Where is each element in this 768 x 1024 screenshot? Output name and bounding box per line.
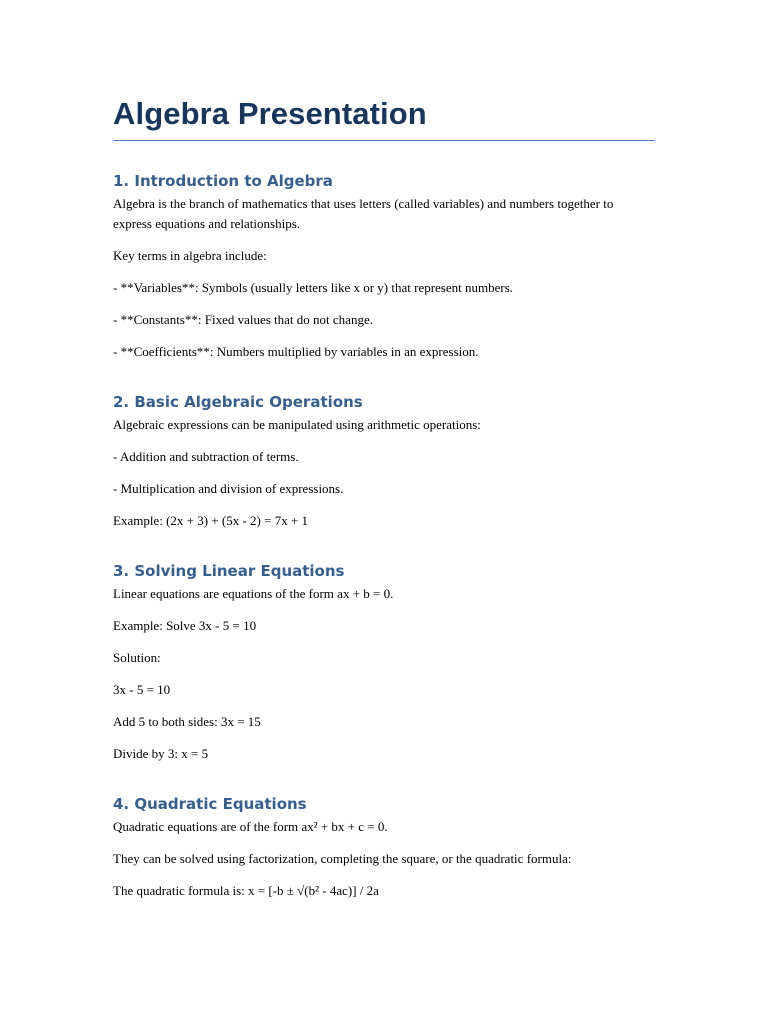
list-item: - Addition and subtraction of terms. — [113, 449, 299, 464]
paragraph: They can be solved using factorization, completing the square, or the quadratic formula: — [113, 851, 572, 866]
list-item: - **Coefficients**: Numbers multiplied by variables in an expression. — [113, 344, 479, 359]
paragraph: Solution: — [113, 650, 161, 665]
list-item: - **Variables**: Symbols (usually letters like x or y) that represent numbers. — [113, 280, 514, 295]
document-title: Algebra Presentation — [113, 92, 655, 141]
paragraph: 3x - 5 = 10 — [113, 682, 171, 697]
paragraph: Example: Solve 3x - 5 = 10 — [113, 618, 257, 633]
section-linear-equations — [113, 561, 655, 764]
section-introduction — [113, 171, 655, 362]
section-basic-operations — [113, 392, 655, 531]
section-heading: 1. Introduction to Algebra — [113, 172, 333, 190]
section-heading: 2. Basic Algebraic Operations — [113, 393, 363, 411]
section-heading: 3. Solving Linear Equations — [113, 562, 345, 580]
paragraph: Divide by 3: x = 5 — [113, 746, 209, 761]
list-item: - **Constants**: Fixed values that do not change. — [113, 312, 373, 327]
paragraph: Algebraic expressions can be manipulated using arithmetic operations: — [113, 417, 481, 432]
paragraph: Key terms in algebra include: — [113, 248, 267, 263]
document-page — [113, 92, 655, 901]
paragraph: Quadratic equations are of the form ax² + bx + c = 0. — [113, 819, 388, 834]
paragraph: Linear equations are equations of the form ax + b = 0. — [113, 586, 394, 601]
section-heading: 4. Quadratic Equations — [113, 795, 307, 813]
section-quadratic-equations — [113, 794, 655, 901]
paragraph: Add 5 to both sides: 3x = 15 — [113, 714, 261, 729]
paragraph: The quadratic formula is: x = [-b ± √(b² - 4ac)] / 2a — [113, 883, 379, 898]
list-item: - Multiplication and division of expressions. — [113, 481, 344, 496]
paragraph: Example: (2x + 3) + (5x - 2) = 7x + 1 — [113, 513, 309, 528]
paragraph: Algebra is the branch of mathematics that uses letters (called variables) and numbers together to express equations and relationships. — [113, 196, 614, 231]
